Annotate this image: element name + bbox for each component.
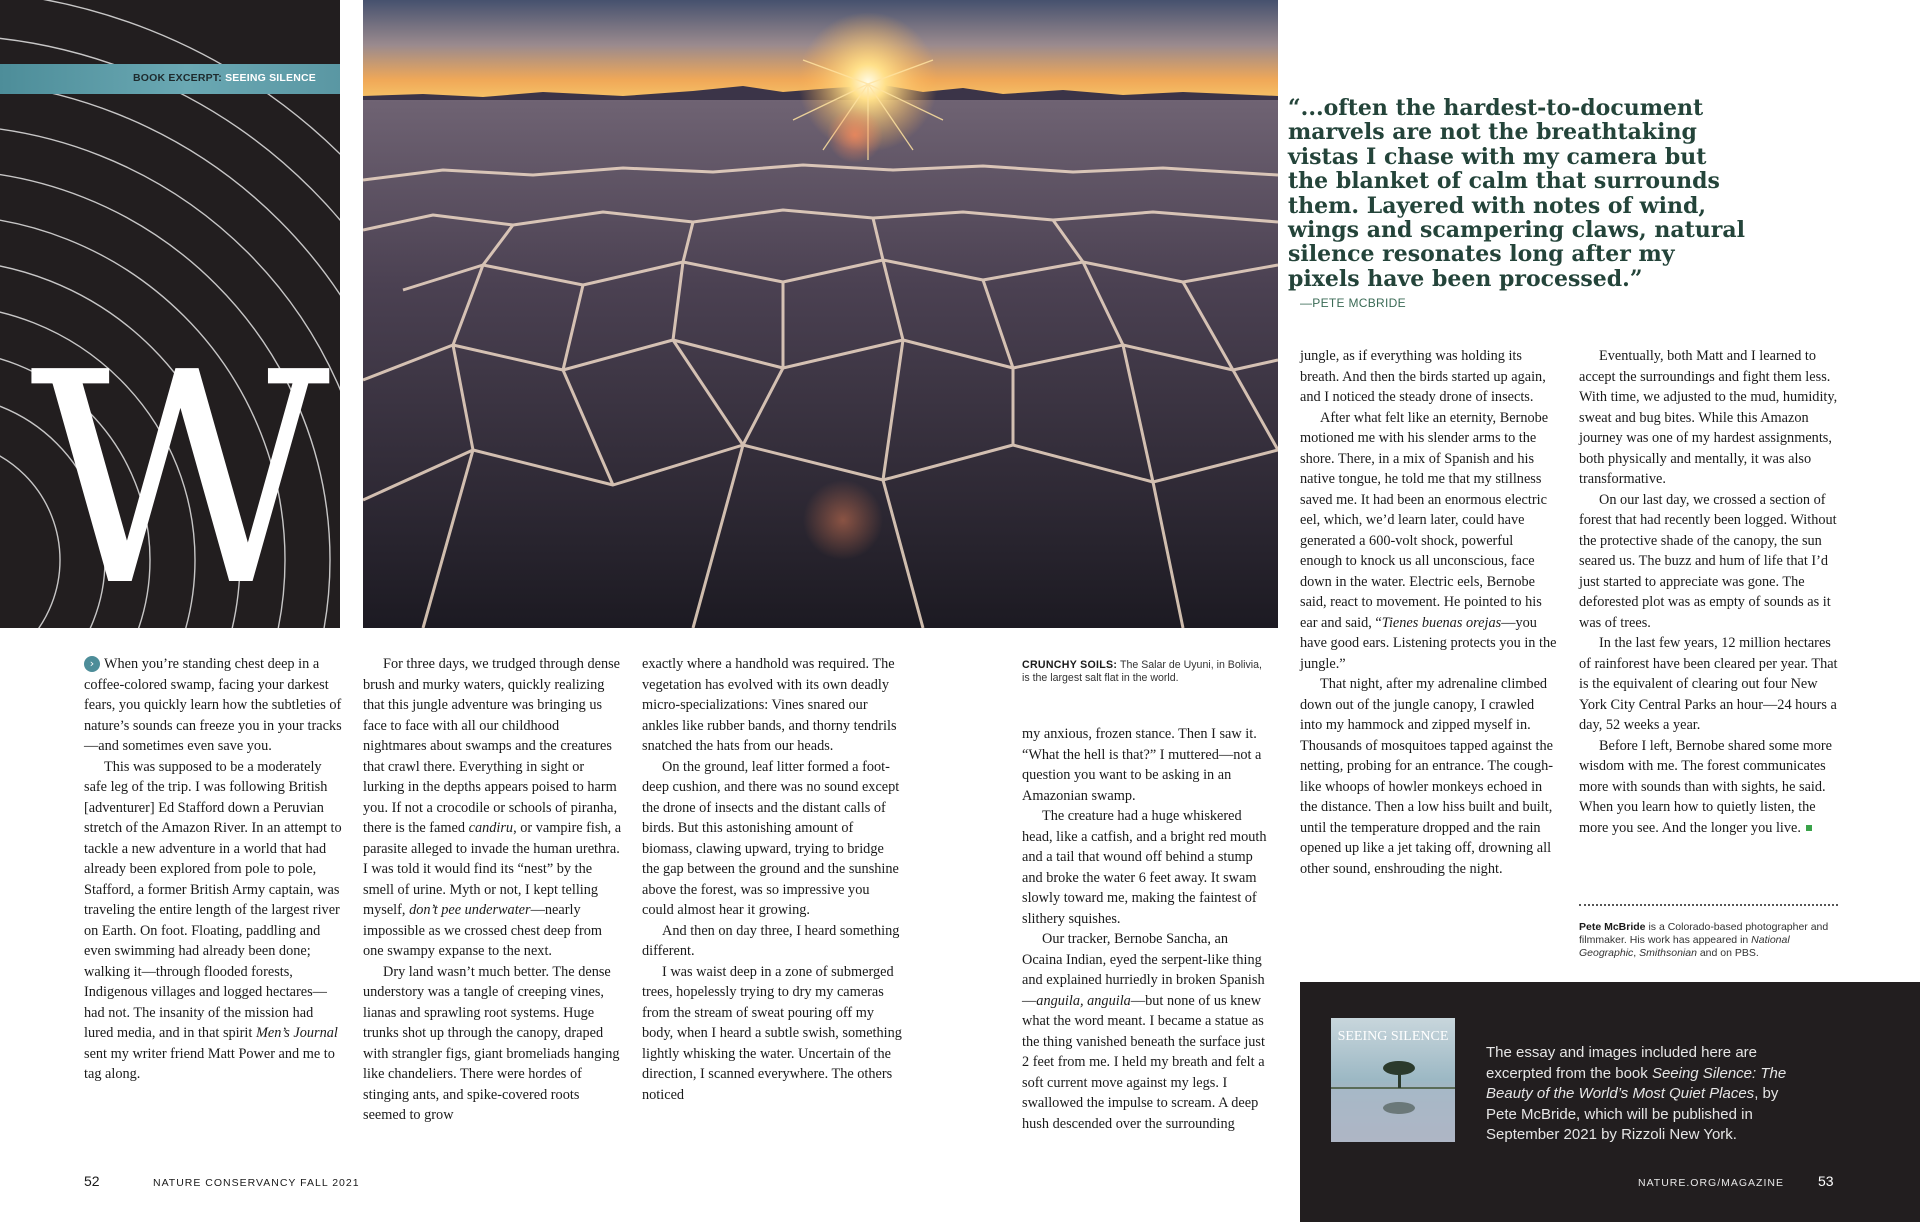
paragraph bbox=[363, 654, 623, 962]
arrow-right-icon: › bbox=[84, 656, 100, 672]
publication-name: Men’s Journal bbox=[255, 1025, 338, 1041]
footer-url: NATURE.ORG/MAGAZINE bbox=[1638, 1177, 1784, 1189]
article-column-2 bbox=[363, 654, 623, 1126]
caption-label: CRUNCHY SOILS: bbox=[1022, 659, 1118, 671]
italic-term: Tienes buenas orejas bbox=[1381, 614, 1502, 631]
article-column-1 bbox=[84, 654, 344, 1085]
caption-text: The Salar de Uyuni, in Bolivia, is the largest salt flat in the world. bbox=[1022, 659, 1262, 684]
page-number-left: 52 bbox=[84, 1173, 100, 1189]
italic-term: don’t pee underwater bbox=[409, 902, 531, 918]
salt-flat-photo bbox=[363, 0, 1278, 628]
footer-publication: NATURE CONSERVANCY FALL 2021 bbox=[153, 1177, 360, 1189]
paragraph: Eventually, both Matt and I learned to accept the surroundings and fight them less. With time, we adjusted to the mud, humidity, sweat and bug bites. While this Amazon journey was one of my hardest assignments, both physically and mentally, it was also transformative. bbox=[1579, 348, 1838, 487]
paragraph-text: For three days, we trudged through dense brush and murky waters, quickly realizing that this jungle adventure was bringing us face to face with all our childhood nightmares about swamps and the creatures that crawl there. Everything in sight or lurking in the depths appears poised to harm you. If not a crocodile or schools of piranha, there is the famed bbox=[363, 656, 621, 836]
paragraph-text: , or vampire fish, a parasite alleged to invade the human urethra. I was told it would find its “nest” by the smell of urine. Myth or not, I kept telling myself, bbox=[363, 820, 622, 918]
bio-text: is a Colorado-based photographer and filmmaker. His work has appeared in bbox=[1579, 921, 1829, 946]
section-tag bbox=[0, 72, 316, 84]
paragraph-text: sent my writer friend Matt Power and me to tag along. bbox=[84, 1045, 335, 1082]
publication-name: National Geographic bbox=[1579, 934, 1790, 959]
pull-quote-attribution: —PETE MCBRIDE bbox=[1300, 296, 1406, 310]
paragraph bbox=[84, 757, 344, 1085]
paragraph: my anxious, frozen stance. Then I saw it. “What the hell is that?” I muttered—not a question you want to be asking in an Amazonian swamp. bbox=[1022, 726, 1262, 804]
paragraph bbox=[84, 654, 344, 757]
page-number-right: 53 bbox=[1818, 1173, 1834, 1189]
book-note-text: , by Pete McBride, which will be published in September 2021 by Rizzoli New York. bbox=[1486, 1085, 1779, 1143]
italic-term: anguila, anguila bbox=[1036, 992, 1131, 1009]
paragraph-text: After what felt like an eternity, Bernobe motioned me with his slender arms to the shore. There, in a mix of Spanish and his native tongue, he told me that my stillness saved me. It had been an enormous electric eel, which, we’d learn later, could have generated a 600-volt shock, powerful enough to knock us all unconscious, face down in the water. Electric eels, Bernobe said, react to movement. He pointed to his ear and said, “ bbox=[1300, 409, 1549, 631]
paragraph: The creature had a huge whiskered head, like a catfish, and a bright red mouth and a tail that wound off behind a stump and broke the water 6 feet away. It swam slowly toward me, making the faintest of slithery squishes. bbox=[1022, 808, 1267, 927]
drop-cap: W bbox=[30, 310, 325, 650]
paragraph: On our last day, we crossed a section of forest that had recently been logged. Without the protective shade of the canopy, the sun seared us. The buzz and hum of life that I’d just started to appreciate was gone. The deforested plot was as empty of sounds as it was of trees. bbox=[1579, 491, 1837, 631]
bio-text: , bbox=[1633, 947, 1640, 959]
paragraph bbox=[1022, 929, 1272, 1134]
paragraph: exactly where a handhold was required. The vegetation has evolved with its own deadly micro-specializations: Vines snared our ankles like rubber bands, and thorny tendrils snatched the hats from our heads. bbox=[642, 656, 897, 754]
paragraph: I was waist deep in a zone of submerged trees, hopelessly trying to dry my cameras from the stream of sweat pouring off my body, when I heard a subtle swish, something lightly whisking the water. Uncertain of the direction, I scanned everywhere. The others noticed bbox=[642, 963, 902, 1103]
italic-term: candiru bbox=[468, 820, 514, 836]
book-cover-image bbox=[1331, 1018, 1455, 1142]
paragraph-text: Our tracker, Bernobe Sancha, an Ocaina Indian, eyed the serpent-like thing and explained hurriedly in broken Spanish— bbox=[1022, 931, 1265, 1009]
publication-name: Smithsonian bbox=[1639, 947, 1697, 959]
section-tag-sublabel: SEEING SILENCE bbox=[225, 72, 316, 84]
paragraph: jungle, as if everything was holding its breath. And then the birds started up again, and I noticed the steady drone of insects. bbox=[1300, 348, 1546, 405]
paragraph-text: —but none of us knew what the word meant. I became a statue as the thing vanished beneath the surface just 2 feet from me. I held my breath and felt a soft current move against my legs. I swallowed the impulse to scream. A deep hush descended over the surrounding bbox=[1022, 992, 1265, 1132]
paragraph-text: This was supposed to be a moderately safe leg of the trip. I was following British [adventurer] Ed Stafford down a Peruvian stretch of the Amazon River. In an attempt to tackle a new adventure in a world that had already been explored from pole to pole, Stafford, a former British Army captain, was traveling the entire length of the largest river on Earth. On foot. Floating, paddling and even swimming had already been done; walking it—through flooded forests, Indigenous villages and logged hectares—had not. The insanity of the mission had lured media, and in that spirit bbox=[84, 758, 342, 1041]
paragraph bbox=[1300, 408, 1558, 675]
paragraph: That night, after my adrenaline climbed down out of the jungle canopy, I crawled into my hammock and zipped myself in. Thousands of mosquitoes tapped against the netting, probing for an entrance. The cough-like whoops of howler monkeys echoed in the distance. Then a low hiss built and built, until the temperature dropped and the rain opened up like a jet taking off, drowning all other sound, enshrouding the night. bbox=[1300, 676, 1554, 877]
book-title: Seeing Silence: The Beauty of the World’s Most Quiet Places bbox=[1486, 1064, 1787, 1102]
author-bio bbox=[1579, 921, 1838, 960]
author-name: Pete McBride bbox=[1579, 921, 1646, 933]
article-column-6 bbox=[1579, 346, 1839, 838]
paragraph: Dry land wasn’t much better. The dense understory was a tangle of creeping vines, lianas and sprawling root systems. Huge trunks shot up through the canopy, draped with strangler figs, giant bromeliads hanging like chandeliers. There were hordes of stinging ants, and spike-covered roots seemed to grow bbox=[363, 963, 620, 1123]
pull-quote: “...often the hardest-to-document marvels are not the breathtaking vistas I chase with my camera but the blanket of calm that surrounds them. Layered with notes of wind, wings and scampering claws, natural silence resonates long after my pixels have been processed.” bbox=[1288, 95, 1745, 292]
photo-caption bbox=[1022, 659, 1272, 685]
book-cover-title: SEEING SILENCE bbox=[1337, 1029, 1449, 1044]
bio-divider bbox=[1579, 904, 1838, 906]
paragraph-text: —you have good ears. Listening protects you in the jungle.” bbox=[1300, 614, 1557, 672]
article-column-5 bbox=[1300, 346, 1558, 879]
paragraph-text: When you’re standing chest deep in a coffee-colored swamp, facing your darkest fears, you quickly learn how the subtleties of nature’s sounds can freeze you in your tracks—and sometimes even save you. bbox=[84, 656, 342, 754]
paragraph: On the ground, leaf litter formed a foot-deep cushion, and there was no sound except the drone of insects and the distant calls of birds. But this astonishing amount of biomass, clawing upward, trying to bridge the gap between the ground and the sunshine above the forest, was so impressive you could almost hear it growing. bbox=[642, 758, 900, 918]
article-column-4 bbox=[1022, 724, 1272, 1134]
paragraph-text: Before I left, Bernobe shared some more wisdom with me. The forest communicates more with sounds than with sights, he said. When you learn how to quietly listen, the more you see. And the longer you live. bbox=[1579, 737, 1833, 836]
paragraph: In the last few years, 12 million hectares of rainforest have been cleared per year. That is the equivalent of clearing out four New York City Central Parks an hour—24 hours a day, 52 weeks a year. bbox=[1579, 635, 1838, 733]
end-mark-icon bbox=[1806, 825, 1812, 831]
paragraph bbox=[1579, 736, 1839, 839]
bio-text: and on PBS. bbox=[1696, 947, 1759, 959]
book-note bbox=[1486, 1043, 1806, 1146]
section-tag-label: BOOK EXCERPT: bbox=[133, 72, 222, 84]
article-column-3 bbox=[642, 654, 902, 1105]
paragraph-text: —nearly impossible as we crossed chest deep from one swampy expanse to the next. bbox=[363, 902, 603, 959]
paragraph: And then on day three, I heard something different. bbox=[642, 922, 900, 959]
book-note-text: The essay and images included here are excerpted from the book bbox=[1486, 1044, 1757, 1082]
